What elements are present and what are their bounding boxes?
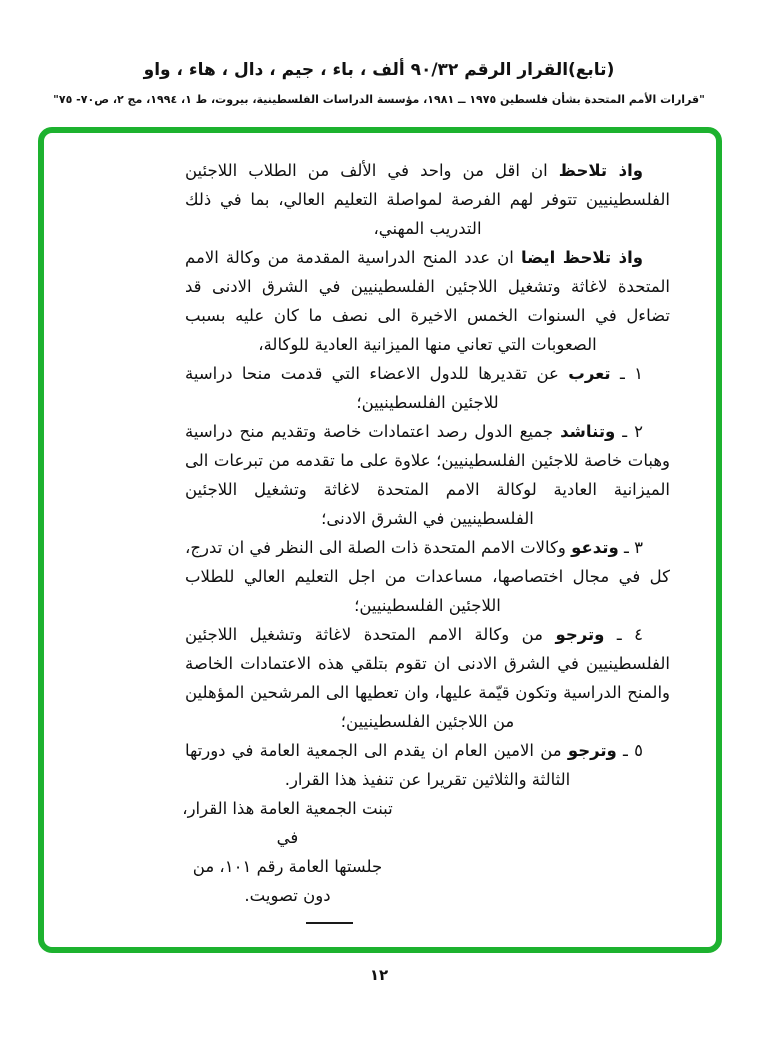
item-number: ١ ـ bbox=[610, 364, 643, 383]
item-lead: وترجو bbox=[555, 625, 605, 644]
item-lead: وتدعو bbox=[571, 538, 619, 557]
operative-item bbox=[185, 417, 670, 533]
paragraph-text: ان عدد المنح الدراسية المقدمة من وكالة الامم المتحدة لاغاثة وتشغيل اللاجئين الفلسطينيين في الشرق الادنى قد تضاءل في السنوات الخمس الاخيرة الى نصف ما كان عليه بسبب الصعوبات التي تعاني منها الميزانية العادية للوكالة، bbox=[185, 248, 670, 354]
page-number: ١٢ bbox=[369, 966, 389, 984]
document-header bbox=[0, 58, 758, 106]
resolution-body bbox=[182, 156, 670, 924]
preamble-paragraph bbox=[185, 243, 670, 359]
item-number: ٥ ـ bbox=[616, 741, 643, 760]
item-number: ٣ ـ bbox=[618, 538, 643, 557]
operative-item bbox=[185, 736, 670, 794]
paragraph-lead: واذ تلاحظ ايضا bbox=[520, 248, 643, 267]
paragraph-text: ان اقل من واحد في الألف من الطلاب اللاجئين الفلسطينيين تتوفر لهم الفرصة لمواصلة التعليم العالي، بما في ذلك التدريب المهني، bbox=[185, 161, 670, 238]
item-lead: وترجو bbox=[567, 741, 617, 760]
item-text: وكالات الامم المتحدة ذات الصلة الى النظر في ان تدرج، كل في مجال اختصاصها، مساعدات من اجل التعليم العالي للطلاب اللاجئين الفلسطينيين؛ bbox=[185, 538, 670, 615]
operative-item bbox=[185, 620, 670, 736]
item-text: جميع الدول رصد اعتمادات خاصة وتقديم منح دراسية وهبات خاصة للاجئين الفلسطينيين؛ علاوة على ما تقدمه من تبرعات الى الميزانية العادية لوكالة الامم المتحدة لاغاثة وتشغيل اللاجئين الفلسطينيين في الشرق الادنى؛ bbox=[185, 422, 670, 528]
item-number: ٢ ـ bbox=[615, 422, 643, 441]
preamble-paragraph bbox=[185, 156, 670, 243]
adoption-note-line: دون تصويت. bbox=[244, 886, 331, 905]
adoption-note bbox=[170, 794, 405, 910]
adoption-note-line: تبنت الجمعية العامة هذا القرار، في bbox=[182, 799, 393, 847]
item-text: من الامين العام ان يقدم الى الجمعية العامة في دورتها الثالثة والثلاثين تقريرا عن تنفيذ هذا القرار. bbox=[185, 741, 571, 789]
item-lead: تعرب bbox=[568, 364, 611, 383]
source-citation: "قرارات الأمم المتحدة بشأن فلسطين ١٩٧٥ ــ ١٩٨١، مؤسسة الدراسات الفلسطينية، بيروت، ط ١، ١٩٩٤، مج ٢، ص٧٠- ٧٥" bbox=[53, 93, 705, 106]
adoption-note-line: جلستها العامة رقم ١٠١، من bbox=[192, 857, 383, 876]
separator-rule bbox=[306, 922, 353, 924]
operative-item bbox=[185, 533, 670, 620]
resolution-title: (تابع)القرار الرقم ٩٠/٣٢ ألف ، باء ، جيم ، دال ، هاء ، واو bbox=[143, 60, 615, 80]
item-text: من وكالة الامم المتحدة لاغاثة وتشغيل اللاجئين الفلسطينيين في الشرق الادنى ان تقوم بتلقي هذه الاعتمادات الخاصة والمنح الدراسية وتكون قيّمة عليها، وان تعطيها الى المرشحين المؤهلين من اللاجئين الفلسطينيين؛ bbox=[185, 625, 670, 731]
operative-item bbox=[185, 359, 670, 417]
item-lead: وتناشد bbox=[560, 422, 616, 441]
paragraph-lead: واذ تلاحظ bbox=[558, 161, 643, 180]
item-number: ٤ ـ bbox=[604, 625, 643, 644]
item-text: عن تقديرها للدول الاعضاء التي قدمت منحا دراسية للاجئين الفلسطينيين؛ bbox=[185, 364, 569, 412]
